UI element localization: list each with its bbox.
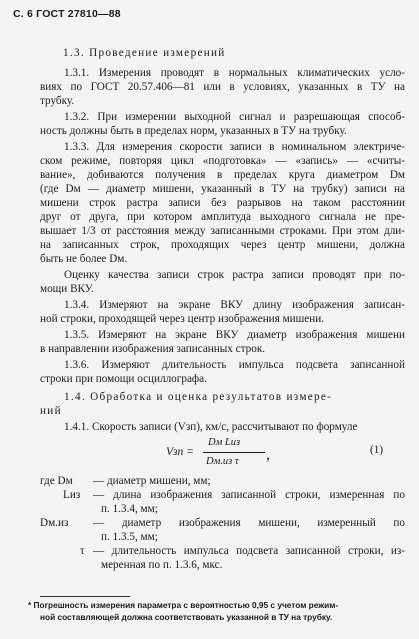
paragraph-line: 1.3.2. При измерении выходной сигнал и разрешающая способ- (64, 111, 405, 123)
paragraph-line: строки при помощи осциллографа. (40, 373, 207, 385)
paragraph-line: Оценку качества записи строк растра записи проводят при по- (64, 269, 405, 281)
footnote-rule (40, 596, 130, 597)
where-symbol: Dм.из (40, 517, 69, 529)
where-definition: меренная по п. 1.3.6, мкс. (101, 559, 223, 571)
formula-denominator: Dм.из τ (206, 456, 239, 467)
where-symbol: Lиз (63, 489, 81, 501)
where-definition: п. 1.3.4, мм; (101, 503, 158, 515)
paragraph-line: друг от друга, при котором амплитуда выходного сигнала не пре- (40, 211, 405, 223)
paragraph-line: 1.3.6. Измеряют длительность импульса подсвета записанной (64, 359, 405, 371)
paragraph-line: ной строки, проходящей через центр изображения мишени. (40, 313, 325, 325)
paragraph-line: 1.3.4. Измеряют на экране ВКУ длину изображения записан- (64, 299, 405, 311)
paragraph-line: 1.3.5. Измеряют на экране ВКУ диаметр изображения мишени (64, 329, 405, 341)
equation-number: (1) (370, 444, 384, 456)
paragraph-line: (где Dм — диаметр мишени, указанный в ТУ на трубку) записи на (40, 183, 405, 195)
where-definition: п. 1.3.5, мм; (101, 531, 158, 543)
paragraph-line: вание», добиваются получения в пределах круга диаметром Dм (40, 169, 405, 181)
section-heading-1-4: 1.4. Обработка и оценка результатов измере- (64, 391, 333, 403)
formula-numerator: Dм Lиз (208, 437, 241, 448)
page-header: С. 6 ГОСТ 27810—88 (13, 8, 121, 20)
where-definition: — длительность импульса подсвета записанной строки, из- (93, 545, 405, 557)
paragraph-line: быть не более Dм. (40, 253, 128, 265)
where-definition: — диаметр мишени, мм; (93, 475, 211, 487)
paragraph-line: ском режиме, повторяя цикл «подготовка» — «запись» — «считы- (40, 155, 405, 167)
paragraph-line: виях по ГОСТ 20.57.406—81 или в условиях, указанных в ТУ на (40, 81, 405, 93)
paragraph-line: ность должны быть в пределах норм, указанных в ТУ на трубку. (40, 125, 347, 137)
paragraph-line: на записанных строк, проходящих через центр мишени, должна (40, 239, 405, 251)
where-definition: — диаметр изображения мишени, измеренный по (93, 517, 405, 529)
formula-lhs: Vзп = (166, 446, 194, 458)
paragraph-line: в направлении изображения записанных строк. (40, 343, 266, 355)
paragraph-line: вышает 1/3 от расстояния между записанными строками. При этом дли- (40, 225, 405, 237)
where-symbol: где Dм (40, 475, 73, 487)
formula-trail: , (266, 446, 270, 463)
paragraph-line: 1.3.3. Для измерения скорости записи в номинальном электриче- (64, 141, 405, 153)
where-symbol: τ (80, 545, 85, 557)
paragraph-line: мишени строк растра записи без разрывов на таком расстоянии (40, 197, 405, 209)
section-heading-1-4-cont: ний (40, 405, 62, 417)
paragraph-line: трубку. (40, 95, 75, 107)
where-definition: — длина изображения записанной строки, измеренная по (93, 489, 405, 501)
section-heading-1-3: 1.3. Проведение измерений (63, 47, 226, 59)
paragraph-line: 1.4.1. Скорость записи (Vзп), км/с, рассчитывают по формуле (64, 421, 358, 433)
paragraph-line: мощи ВКУ. (40, 283, 94, 295)
fraction-bar (203, 452, 265, 453)
paragraph-line: 1.3.1. Измерения проводят в нормальных климатических усло- (64, 67, 405, 79)
footnote-line: ной составляющей должна соответствовать указанной в ТУ на трубку. (40, 612, 333, 622)
footnote-line: * Погрешность измерения параметра с вероятностью 0,95 с учетом режим- (28, 600, 339, 610)
